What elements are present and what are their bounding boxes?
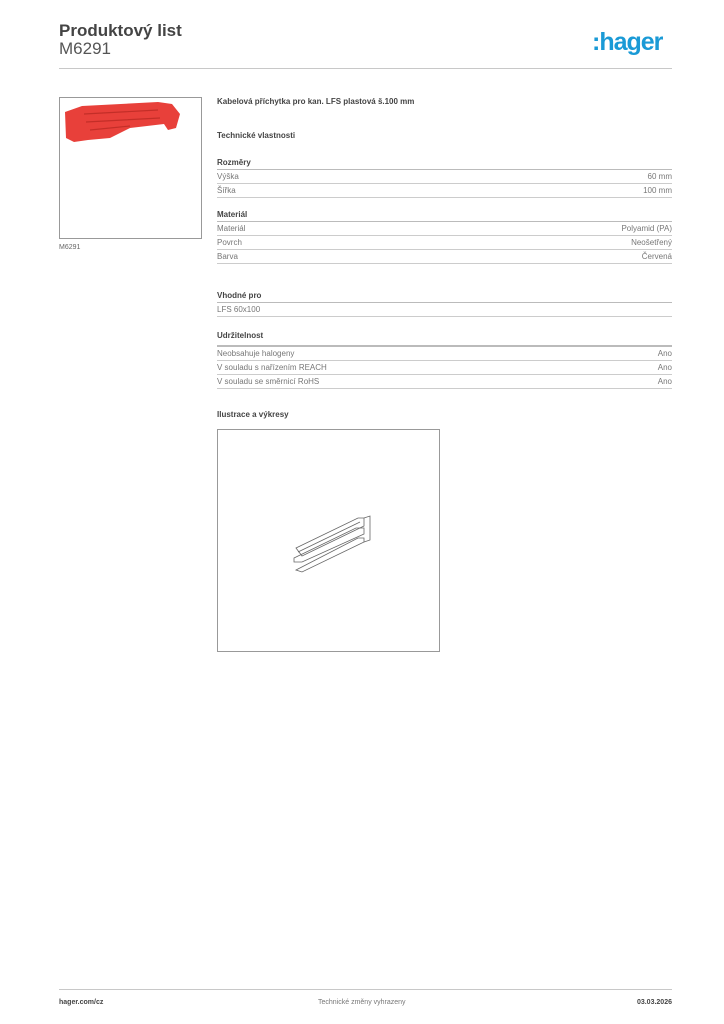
tech-heading: Technické vlastnosti [217,131,296,140]
row-value: Červená [641,252,672,261]
table-row [217,250,672,264]
row-label: Šířka [217,186,236,195]
footer-divider [59,989,672,990]
footer-date: 03.03.2026 [636,999,672,1006]
section-material [217,208,672,264]
table-row [217,236,672,250]
row-value: Polyamid (PA) [621,224,672,233]
table-row [217,170,672,184]
row-label: LFS 60x100 [217,305,261,314]
page-title: Produktový list [59,21,182,40]
row-value: Ano [657,377,672,386]
row-label: Materiál [217,224,246,233]
row-label: Výška [217,172,239,181]
section-title: Materiál [217,208,672,222]
table-row [217,222,672,236]
technical-drawing [217,429,440,652]
row-value: 100 mm [643,186,672,195]
footer-website[interactable]: hager.com/cz [59,999,104,1006]
section-sustainability [217,329,672,389]
table-row [217,375,672,389]
table-row [217,184,672,198]
footer-note: Technické změny vyhrazeny [318,999,406,1006]
section-title: Rozměry [217,156,672,170]
row-label: V souladu s nařízením REACH [217,363,327,372]
header-divider [59,68,672,69]
table-row [217,303,672,317]
illustrations-heading: Ilustrace a výkresy [217,410,289,419]
row-value: Neošetřený [631,238,672,247]
row-value: 60 mm [647,172,672,181]
product-code: M6291 [59,39,111,58]
section-suitable-for [217,289,672,317]
row-label: V souladu se směrnicí RoHS [217,377,320,386]
product-description: Kabelová příchytka pro kan. LFS plastová š.100 mm [217,97,415,106]
section-title: Vhodné pro [217,289,672,303]
row-value: Ano [657,349,672,358]
row-label: Povrch [217,238,242,247]
table-row [217,361,672,375]
table-row [217,347,672,361]
section-title: Udržitelnost [217,329,672,347]
section-dimensions [217,156,672,198]
row-label: Barva [217,252,238,261]
image-caption: M6291 [59,244,81,251]
row-label: Neobsahuje halogeny [217,349,295,358]
hager-logo: :hager [592,28,663,56]
product-image [59,97,202,239]
row-value: Ano [657,363,672,372]
